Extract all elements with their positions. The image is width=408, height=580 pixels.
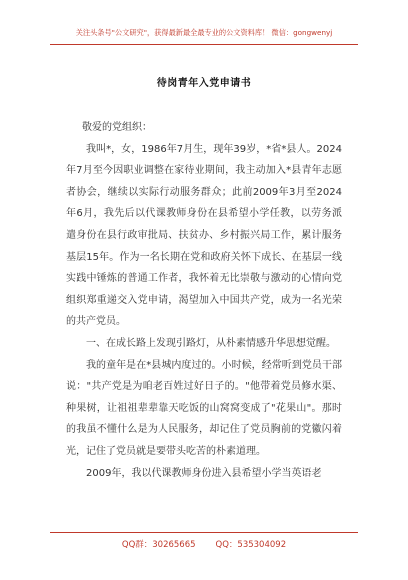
document-title: 待岗青年入党申请书: [156, 78, 252, 89]
paragraph-childhood: 我的童年是在*县城内度过的。小时候，经常听到党员干部说："共产党是为咱老百姓过好日子的。"他带着党员修水渠、种果树，让祖祖辈辈靠天吃饭的山窝窝变成了"花果山"。那时的我虽不懂什么是为人民服务，却记住了党员胸前的党徽闪着光，记住了党员就是要带头吃苦的朴素道理。: [66, 359, 342, 457]
footer-qq-number: QQ：535304092: [215, 540, 287, 550]
salutation: 敬爱的党组织：: [82, 122, 152, 133]
footer-divider: [50, 532, 358, 533]
paragraph-2009: 2009年，我以代课教师身份进入县希望小学当英语老: [86, 467, 322, 479]
paragraph-intro: 我叫*，女，1986年7月生，现年39岁，*省*县人。2024年7月至今因职业调整在家待业期间，我主动加入*县青年志愿者协会，继续以实际行动服务群众；此前2009年3月至2024年6月，我先后以代课教师身份在县希望小学任教，以劳务派遣身份在县行政审批局、扶贫办、乡村振兴局工作，累计服务基层15年。作为一名长期在党和政府关怀下成长、在基层一线实践中锤炼的普通工作者，我怀着无比崇敬与激动的心情向党组织郑重递交入党申请，渴望加入中国共产党，成为一名光荣的共产党员。: [66, 143, 342, 328]
section-heading-1: 一、在成长路上发现引路灯，从朴素情感升华思想觉醒。: [86, 337, 336, 349]
footer-qq-group: QQ群：30265665: [121, 540, 196, 550]
header-promo-note: 关注头条号"公文研究"，获得最新最全最专业的公文资料库！ 微信：gongwenyj: [75, 28, 333, 37]
header-divider: [50, 44, 358, 45]
footer-contact: [0, 538, 408, 550]
document-body: [66, 117, 342, 484]
